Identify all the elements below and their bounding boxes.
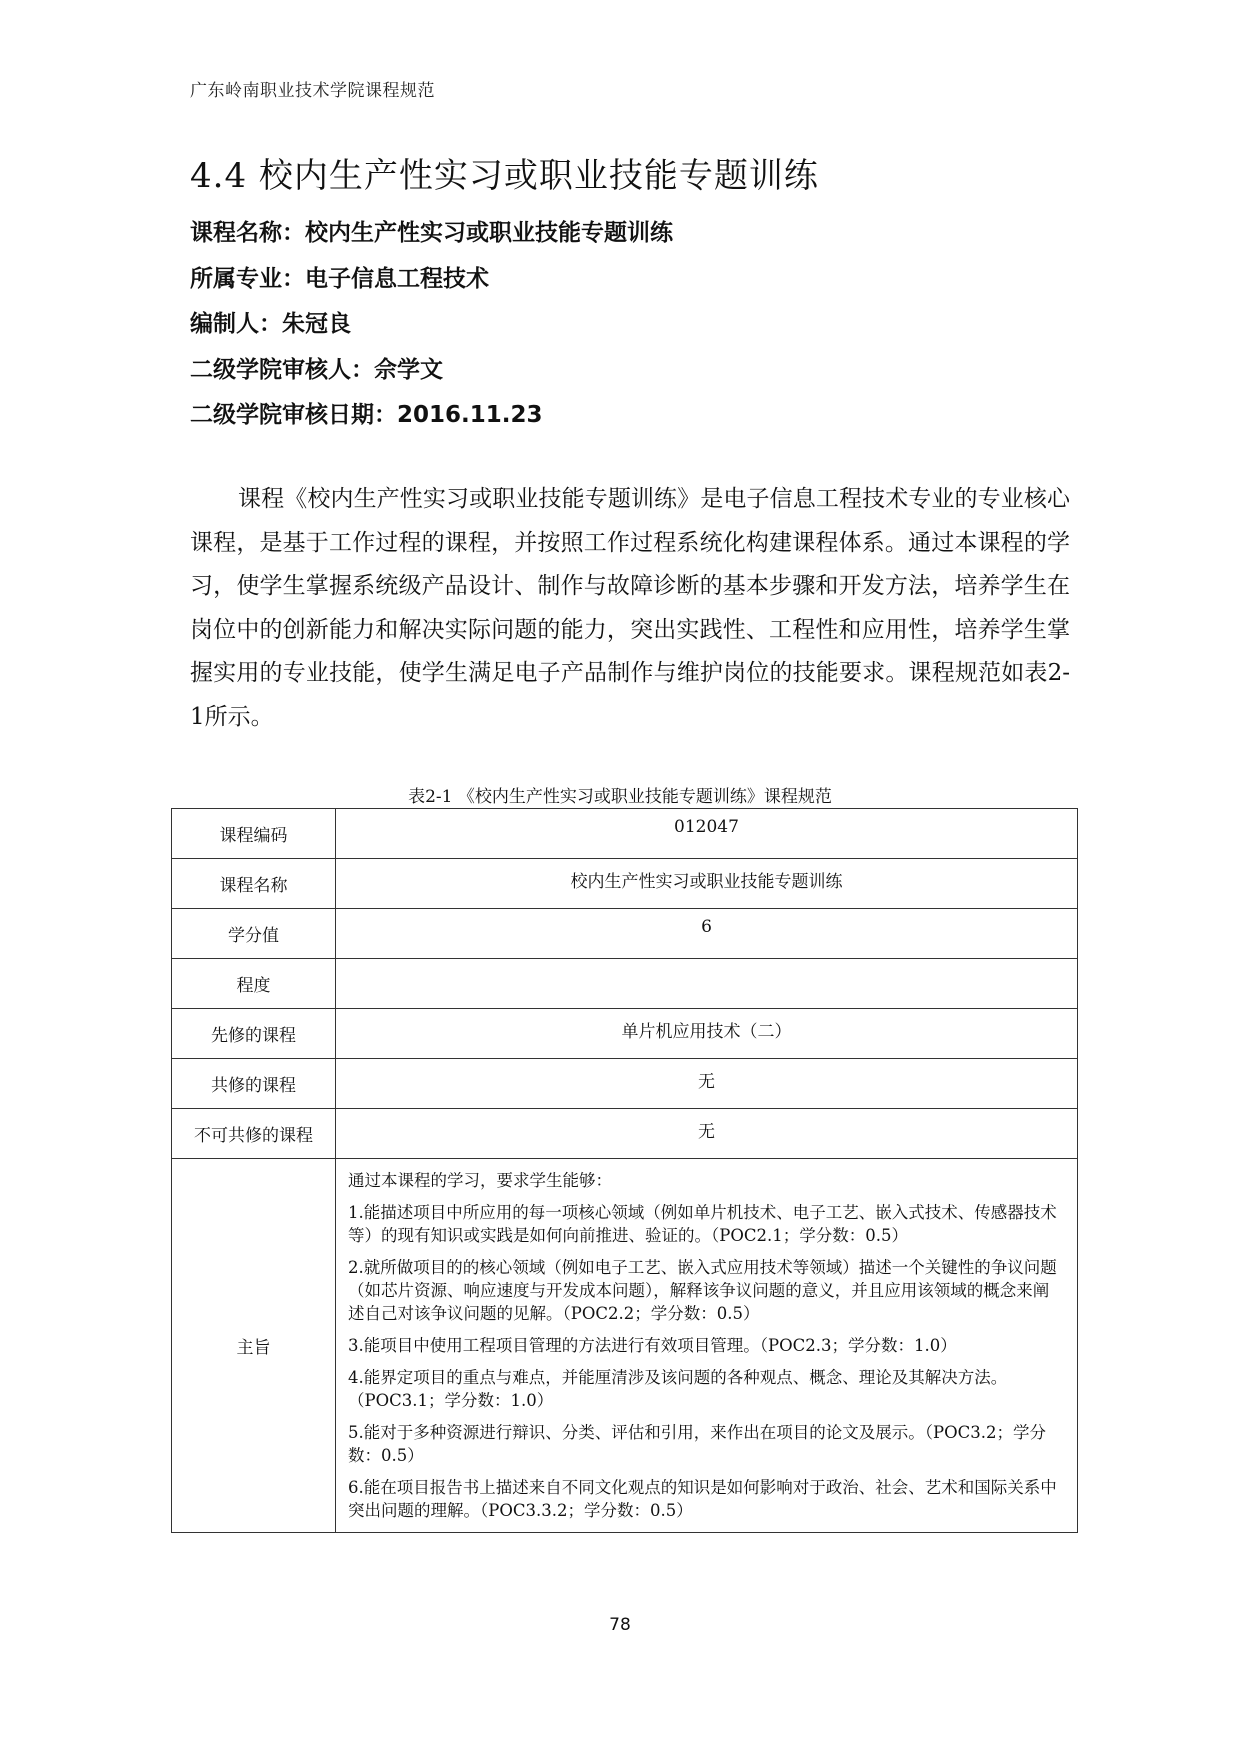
- page-number: 78: [609, 1615, 631, 1635]
- course-spec-table: [171, 808, 1078, 1533]
- table-caption: 表2-1 《校内生产性实习或职业技能专题训练》课程规范: [408, 787, 832, 807]
- row-value: 校内生产性实习或职业技能专题训练: [336, 859, 1078, 909]
- meta-review-date: 二级学院审核日期：2016.11.23: [190, 402, 543, 428]
- aim-item: 3.能项目中使用工程项目管理的方法进行有效项目管理。（POC2.3；学分数：1.0）: [348, 1336, 957, 1355]
- meta-author: 编制人：朱冠良: [190, 311, 351, 337]
- row-label: 先修的课程: [172, 1009, 336, 1059]
- row-label: 课程编码: [172, 809, 336, 859]
- running-header: 广东岭南职业技术学院课程规范: [190, 81, 435, 101]
- aim-item: 1.能描述项目中所应用的每一项核心领域（例如单片机技术、电子工艺、嵌入式技术、传感器技术等）的现有知识或实践是如何向前推进、验证的。（POC2.1；学分数：0.5）: [348, 1203, 1057, 1245]
- row-value: 6: [336, 909, 1078, 959]
- meta-reviewer: 二级学院审核人：佘学文: [190, 356, 443, 383]
- section-title: 4.4 校内生产性实习或职业技能专题训练: [190, 156, 819, 196]
- row-value: [336, 959, 1078, 1009]
- table-row: [172, 859, 1078, 909]
- aims-cell: [336, 1159, 1078, 1533]
- aims-intro: 通过本课程的学习，要求学生能够：: [348, 1171, 612, 1190]
- row-value: 单片机应用技术（二）: [336, 1009, 1078, 1059]
- row-label: 学分值: [172, 909, 336, 959]
- aim-item: 6.能在项目报告书上描述来自不同文化观点的知识是如何影响对于政治、社会、艺术和国际关系中突出问题的理解。（POC3.3.2；学分数：0.5）: [348, 1478, 1057, 1520]
- aims-label: 主旨: [172, 1159, 336, 1533]
- table-row: [172, 1009, 1078, 1059]
- row-label: 程度: [172, 959, 336, 1009]
- table-row: [172, 959, 1078, 1009]
- aim-item: 5.能对于多种资源进行辩识、分类、评估和引用，来作出在项目的论文及展示。（POC3.2；学分数：0.5）: [348, 1423, 1046, 1465]
- row-label: 不可共修的课程: [172, 1109, 336, 1159]
- table-row: [172, 1059, 1078, 1109]
- intro-paragraph: 课程《校内生产性实习或职业技能专题训练》是电子信息工程技术专业的专业核心课程，是基于工作过程的课程，并按照工作过程系统化构建课程体系。通过本课程的学习，使学生掌握系统级产品设计、制作与故障诊断的基本步骤和开发方法，培养学生在岗位中的创新能力和解决实际问题的能力，突出实践性、工程性和应用性，培养学生掌握实用的专业技能，使学生满足电子产品制作与维护岗位的技能要求。课程规范如表2-1所示。: [190, 486, 1070, 730]
- row-label: 共修的课程: [172, 1059, 336, 1109]
- course-meta: [190, 214, 673, 442]
- table-row: [172, 1109, 1078, 1159]
- table-row: [172, 809, 1078, 859]
- row-value: 无: [336, 1109, 1078, 1159]
- row-value: 012047: [336, 809, 1078, 859]
- meta-course-name: 课程名称：校内生产性实习或职业技能专题训练: [190, 220, 673, 246]
- row-value: 无: [336, 1059, 1078, 1109]
- meta-major: 所属专业：电子信息工程技术: [190, 265, 489, 292]
- row-label: 课程名称: [172, 859, 336, 909]
- table-row: [172, 909, 1078, 959]
- aim-item: 4.能界定项目的重点与难点，并能厘清涉及该问题的各种观点、概念、理论及其解决方法。（POC3.1；学分数：1.0）: [348, 1368, 1008, 1410]
- table-row-aims: [172, 1159, 1078, 1533]
- aim-item: 2.就所做项目的的核心领域（例如电子工艺、嵌入式应用技术等领域）描述一个关键性的争议问题（如芯片资源、响应速度与开发成本问题），解释该争议问题的意义，并且应用该领域的概念来阐述自己对该争议问题的见解。（POC2.2；学分数：0.5）: [348, 1258, 1057, 1323]
